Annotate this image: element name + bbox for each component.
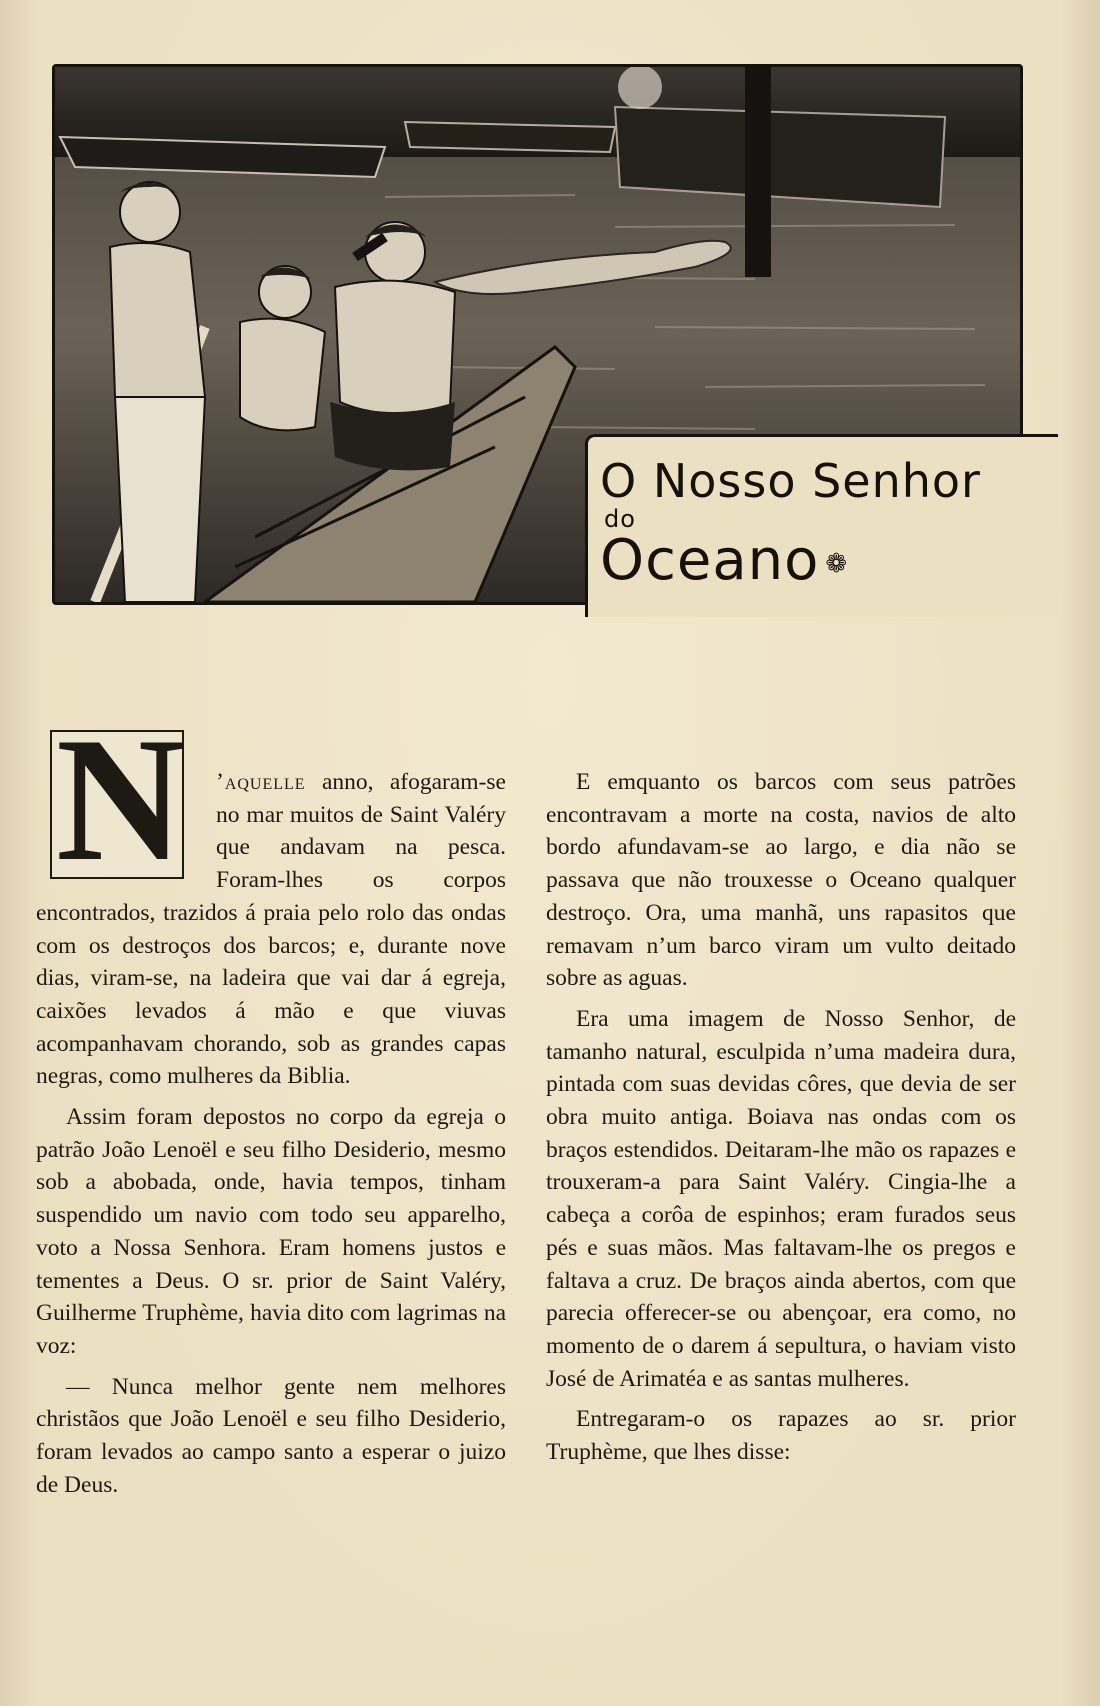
dropcap-ornament xyxy=(42,700,198,898)
title-line-3-text: Oceano xyxy=(600,528,820,593)
paragraph-1 xyxy=(36,700,506,1093)
article-title xyxy=(600,455,1030,594)
left-column xyxy=(36,700,506,1509)
rosette-ornament-icon: ❁ xyxy=(825,548,849,579)
title-line-3 xyxy=(600,528,1030,594)
paragraph-5: Era uma imagem de Nosso Senhor, de tamanho natural, esculpida n’uma madeira dura, pintada com suas devidas côres, que devia de ser obra muito antiga. Boiava nas ondas com os braços estendidos. Deitaram-lhe mão os rapazes e trouxeram-a para Saint Valéry. Cingia-lhe a cabeça a corôa de espinhos; eram furados seus pés e suas mãos. Mas faltavam-lhe os pregos e faltava a cruz. De braços ainda abertos, com que parecia offerecer-se ou abençoar, era como, no momento de o darem á sepultura, o haviam visto José de Arimatéa e as santas mulheres. xyxy=(546,1005,1016,1392)
paragraph-3-dialogue: — Nunca melhor gente nem melhores christãos que João Lenoël e seu filho Desiderio, foram levados ao campo santo a esperar o juizo de Deus. xyxy=(36,1373,506,1498)
dropcap-letter: N xyxy=(56,700,185,898)
paragraph-4: E emquanto os barcos com seus patrões encontravam a morte na costa, navios de alto bordo afundavam-se ao largo, e dia não se passava que não trouxesse o Oceano qualquer destroço. Ora, uma manhã, uns rapasitos que remavam n’um barco viram um vulto deitado sobre as aguas. xyxy=(546,769,1016,992)
paragraph-1-opening: ’aquelle xyxy=(216,769,306,795)
title-line-2: do xyxy=(604,505,636,533)
paragraph-6: Entregaram-o os rapazes ao sr. prior Truphème, que lhes disse: xyxy=(546,1406,1016,1466)
paragraph-2: Assim foram depostos no corpo da egreja o patrão João Lenoël e seu filho Desiderio, mesmo sob a abobada, onde, havia tempos, tinham suspendido um navio com todo seu apparelho, voto a Nossa Senhora. Eram homens justos e tementes a Deus. O sr. prior de Saint Valéry, Guilherme Truphème, havia dito com lagrimas na voz: xyxy=(36,1104,506,1359)
title-line-1: O Nosso Senhor xyxy=(600,454,981,508)
right-column xyxy=(546,766,1016,1477)
paragraph-1-text: anno, afogaram-se no mar muitos de Saint Valéry que andavam na pesca. Foram-lhes os corpos encontrados, trazidos á praia pelo rolo das ondas com os destroços dos barcos; e, durante nove dias, viram-se, na ladeira que vai dar á egreja, caixões levados á mão e que viuvas acompanhavam chorando, sob as grandes capas negras, como mulheres da Biblia. xyxy=(36,769,506,1090)
